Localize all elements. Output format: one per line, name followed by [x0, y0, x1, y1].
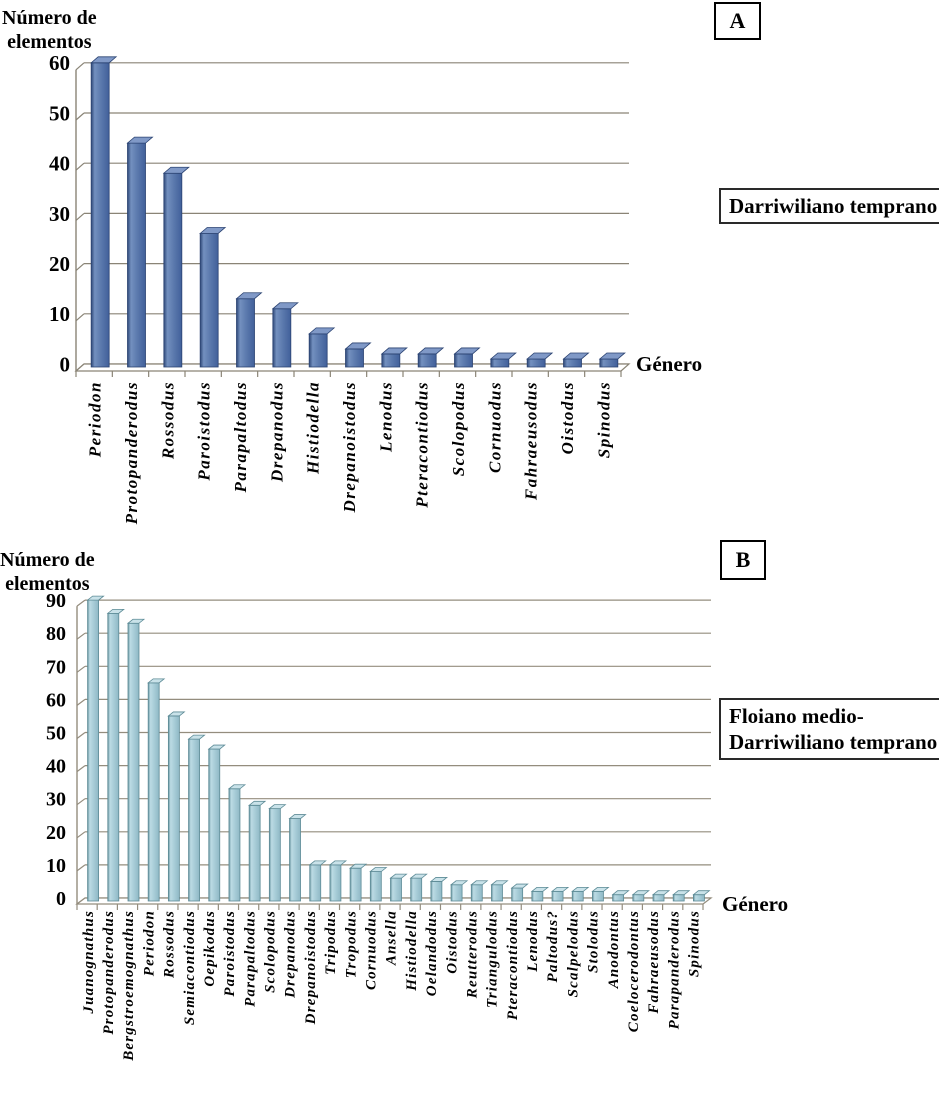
bar [189, 735, 205, 901]
bar-top-face [512, 884, 528, 888]
bar-front-face [350, 868, 361, 901]
category-label: Juanognathus [80, 910, 97, 1014]
bar [391, 874, 407, 901]
y-axis-title-b [0, 548, 95, 596]
bar-front-face [491, 885, 502, 901]
y-axis-title-a-line2: elementos [7, 31, 92, 53]
bar-front-face [91, 63, 109, 367]
category-label: Coelocerodontus [626, 910, 643, 1033]
category-label: Lenodus [376, 381, 396, 452]
y-tick-label: 90 [46, 590, 66, 613]
bar-front-face [164, 173, 182, 367]
bar-front-face [249, 805, 260, 901]
bar-top-face [592, 887, 608, 891]
bar-top-face [91, 57, 116, 63]
y-tick-label: 50 [46, 722, 66, 745]
y-tick-label: 30 [46, 788, 66, 811]
bar-front-face [431, 881, 442, 901]
gridline-depth-connector [77, 699, 85, 705]
bar [237, 293, 262, 367]
category-label: Oepikodus [201, 910, 218, 987]
bar-top-face [229, 785, 245, 789]
y-tick-label: 20 [49, 251, 70, 276]
category-label: Pteracontiodus [412, 381, 432, 508]
bar-top-face [693, 891, 709, 895]
bar-top-face [431, 877, 447, 881]
bar-front-face [273, 309, 291, 367]
bar-front-face [653, 895, 664, 901]
bar-front-face [346, 349, 364, 367]
bar-top-face [527, 353, 552, 359]
annotation-box-b [719, 698, 939, 760]
bar-front-face [592, 891, 603, 901]
bar-top-face [572, 887, 588, 891]
bar-front-face [451, 885, 462, 901]
category-label: Bergstroemognathus [121, 910, 138, 1061]
bar-front-face [237, 299, 255, 367]
bar-front-face [512, 888, 523, 901]
bar-front-face [200, 233, 218, 367]
y-axis-title-a-line1: Número de [2, 7, 97, 29]
gridline-depth-connector [77, 832, 85, 838]
bar [209, 745, 225, 901]
y-tick-label: 60 [49, 51, 70, 76]
bar-front-face [527, 359, 545, 367]
panel-label-b: B [720, 540, 766, 580]
bar-front-face [633, 895, 644, 901]
category-label: Parapaltodus [242, 910, 259, 1007]
bar [273, 303, 298, 367]
bar-front-face [532, 891, 543, 901]
gridline-depth-connector [77, 766, 85, 772]
gridline-depth-connector [76, 314, 84, 321]
bar-front-face [189, 739, 200, 901]
annotation-b-line1: Floiano medio- [729, 704, 864, 728]
bar-top-face [471, 881, 487, 885]
bar [269, 805, 285, 901]
bar-front-face [613, 895, 624, 901]
bar [350, 864, 366, 901]
bar [88, 596, 104, 901]
bar-top-face [273, 303, 298, 309]
y-tick-label: 20 [46, 821, 66, 844]
x-axis-title-b: Género [722, 892, 789, 916]
bar-top-face [168, 712, 184, 716]
bar [128, 137, 153, 367]
bar-top-face [653, 891, 669, 895]
y-axis-title-b-line2: elementos [5, 573, 90, 595]
y-tick-label: 0 [56, 888, 66, 910]
category-label: Periodon [85, 381, 105, 458]
category-label: Drepanodus [282, 910, 299, 998]
bar-top-face [309, 328, 334, 334]
category-label: Paroistodus [222, 910, 239, 997]
bar-top-face [564, 353, 589, 359]
y-tick-label: 60 [46, 689, 66, 712]
bar-top-face [249, 801, 265, 805]
bar-front-face [128, 623, 139, 901]
bar-top-face [418, 348, 443, 354]
category-label: Paltodus? [545, 910, 562, 983]
category-label: Drepanoistodus [339, 381, 359, 513]
bar [330, 861, 346, 901]
bar [229, 785, 245, 901]
bar [108, 609, 124, 901]
y-tick-label: 0 [59, 352, 70, 377]
bar-front-face [418, 354, 436, 367]
bar-top-face [128, 137, 153, 143]
x-axis-title-a: Género [636, 352, 703, 376]
category-label: Rossodus [161, 910, 178, 978]
gridline-depth-connector [77, 633, 85, 639]
bar-front-face [693, 895, 704, 901]
y-tick-label: 40 [46, 755, 66, 778]
gridline-depth-connector [77, 865, 85, 871]
bar-front-face [88, 600, 99, 901]
category-label: Lenodus [525, 910, 542, 972]
bar-front-face [309, 334, 327, 367]
category-label: Histiodella [403, 910, 420, 991]
bar-front-face [455, 354, 473, 367]
gridline-depth-connector [76, 264, 84, 271]
category-label: Parapanderodus [666, 910, 683, 1030]
bar-top-face [455, 348, 480, 354]
category-label: Stolodus [585, 910, 602, 973]
bar-front-face [148, 683, 159, 901]
bar-top-face [633, 891, 649, 895]
gridline-depth-connector [76, 163, 84, 170]
bar-top-face [491, 881, 507, 885]
bar-top-face [391, 874, 407, 878]
panel-label-a: A [714, 2, 761, 40]
category-label: Tropodus [343, 910, 360, 979]
bar-front-face [290, 819, 301, 901]
gridline-depth-connector [76, 63, 84, 70]
bar-front-face [330, 865, 341, 901]
bar [164, 167, 189, 367]
bar [346, 343, 371, 367]
category-label: Spinodus [594, 381, 614, 459]
bar [128, 619, 144, 901]
y-tick-label: 10 [49, 302, 70, 327]
chart-panel-b [46, 590, 711, 1062]
category-label: Scolopodus [448, 380, 468, 477]
category-label: Ansella [383, 910, 400, 966]
y-tick-label: 80 [46, 623, 66, 646]
annotation-a-line1: Darriwiliano temprano [729, 194, 938, 218]
bar-front-face [310, 865, 321, 901]
bar-front-face [572, 891, 583, 901]
bar-top-face [411, 874, 427, 878]
bar-top-face [269, 805, 285, 809]
bar-front-face [128, 143, 146, 367]
bar-top-face [532, 887, 548, 891]
category-label: Anodontus [605, 910, 622, 989]
bar-top-face [200, 227, 225, 233]
category-label: Rossodus [158, 381, 178, 460]
category-label: Triangulodus [484, 910, 501, 1009]
category-label: Drepanoistodus [302, 910, 319, 1025]
category-label: Tripodus [323, 910, 340, 975]
bar [411, 874, 427, 901]
gridline-depth-connector [77, 600, 85, 606]
y-tick-label: 30 [49, 201, 70, 226]
y-axis-title-b-line1: Número de [0, 549, 95, 571]
category-label: Reutterodus [464, 910, 481, 999]
bar-top-face [108, 609, 124, 613]
bar-front-face [370, 872, 381, 901]
category-label: Scolopodus [262, 910, 279, 993]
category-label: Protopanderodus [100, 910, 117, 1035]
category-label: Cornuodus [363, 910, 380, 991]
bar [310, 861, 326, 901]
category-label: Oistodus [557, 381, 577, 455]
category-label: Parapaltodus [230, 381, 250, 493]
category-label: Drepanodus [267, 381, 287, 482]
bar-front-face [108, 613, 119, 901]
bar-front-face [471, 885, 482, 901]
bar-top-face [382, 348, 407, 354]
bar-top-face [128, 619, 144, 623]
bar-top-face [346, 343, 371, 349]
bar-front-face [673, 895, 684, 901]
bar-top-face [613, 891, 629, 895]
bar-front-face [168, 716, 179, 901]
category-label: Fahraeusodus [521, 381, 541, 501]
bar-top-face [491, 353, 516, 359]
y-tick-label: 10 [46, 854, 66, 877]
bar [290, 815, 306, 901]
y-tick-label: 70 [46, 656, 66, 679]
bar-top-face [164, 167, 189, 173]
bar-front-face [269, 809, 280, 901]
category-label: Periodon [141, 910, 158, 977]
bar [249, 801, 265, 901]
gridline-depth-connector [76, 113, 84, 120]
bar-front-face [600, 359, 618, 367]
gridline-depth-connector [76, 213, 84, 220]
bar-top-face [370, 868, 386, 872]
category-label: Semiacontiodus [181, 910, 198, 1026]
category-label: Oistodus [444, 910, 461, 974]
bar-front-face [564, 359, 582, 367]
bar-front-face [391, 878, 402, 901]
bar-top-face [290, 815, 306, 819]
y-axis-title-a [2, 6, 97, 54]
bar-top-face [237, 293, 262, 299]
chart-panel-a [49, 51, 629, 525]
bar [91, 57, 116, 367]
bar-top-face [148, 679, 164, 683]
bar-top-face [600, 353, 625, 359]
bar-front-face [552, 891, 563, 901]
annotation-box-a [719, 188, 939, 224]
bar [200, 227, 225, 367]
y-tick-label: 50 [49, 101, 70, 126]
category-label: Cornuodus [485, 381, 505, 473]
gridline-depth-connector [77, 666, 85, 672]
category-label: Scalpelodus [565, 910, 582, 998]
bar [370, 868, 386, 901]
category-label: Paroistodus [194, 381, 214, 481]
category-label: Histiodella [303, 381, 323, 474]
bar-top-face [552, 887, 568, 891]
bar-top-face [451, 881, 467, 885]
bar-front-face [229, 789, 240, 901]
bar [148, 679, 164, 901]
category-label: Spinodus [686, 910, 703, 978]
category-label: Oelandodus [424, 910, 441, 997]
annotation-b-line2: Darriwiliano temprano [729, 730, 938, 754]
bar-front-face [491, 359, 509, 367]
category-label: Protopanderodus [121, 381, 141, 525]
category-label: Pteracontiodus [504, 910, 521, 1021]
bar-front-face [209, 749, 220, 901]
bar [309, 328, 334, 367]
bar-top-face [189, 735, 205, 739]
y-tick-label: 40 [49, 151, 70, 176]
bar-top-face [209, 745, 225, 749]
gridline-depth-connector [77, 799, 85, 805]
bar-front-face [382, 354, 400, 367]
category-label: Fahraeusodus [646, 910, 663, 1014]
bar-front-face [411, 878, 422, 901]
bar-top-face [673, 891, 689, 895]
bar [168, 712, 184, 901]
gridline-depth-connector [77, 733, 85, 739]
